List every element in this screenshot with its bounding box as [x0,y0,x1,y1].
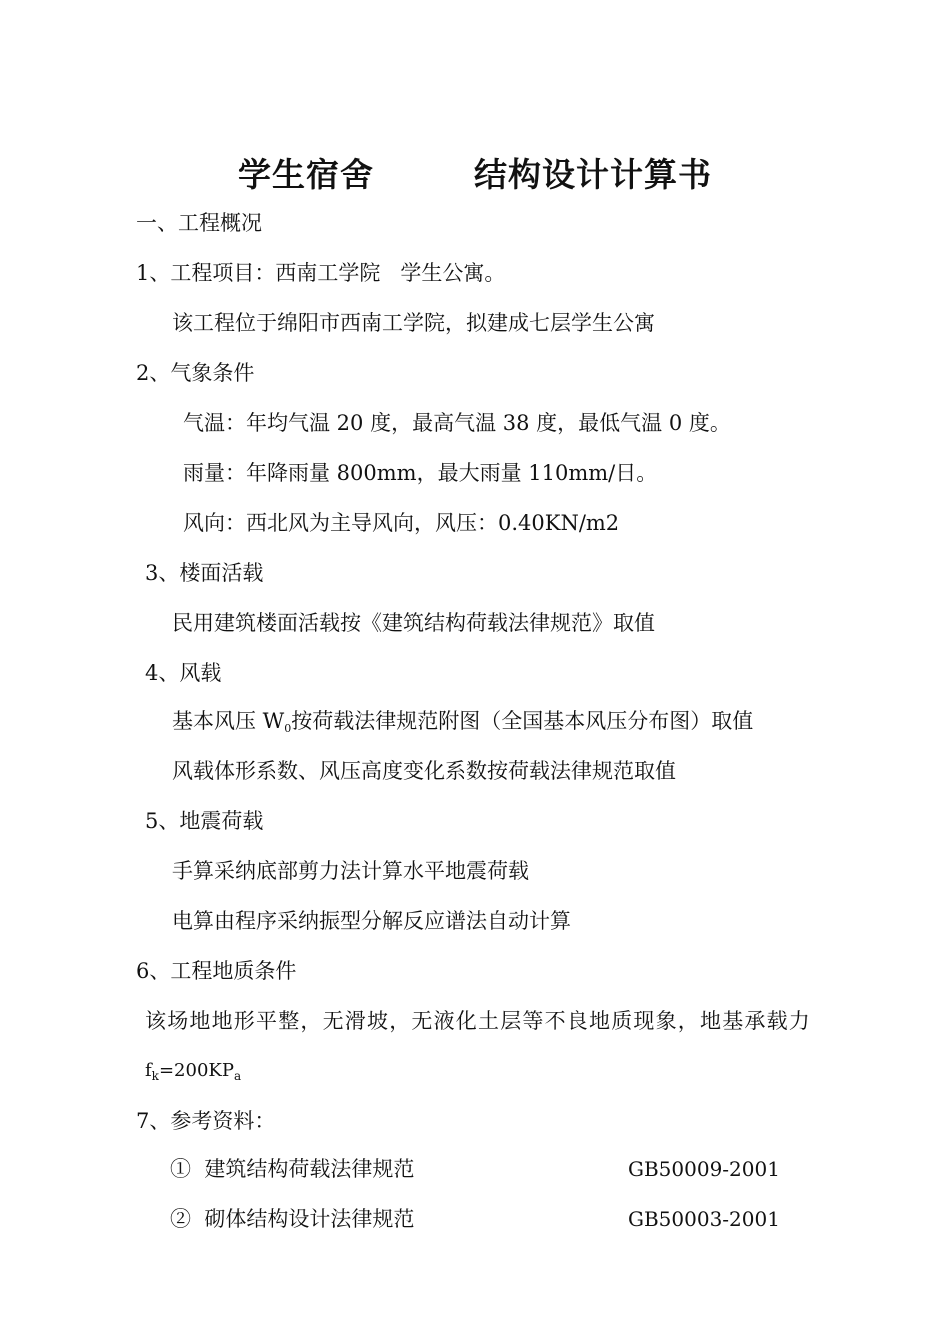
reference-name: ① 建筑结构荷载法律规范 [170,1157,415,1181]
item5-description-1: 手算采纳底部剪力法计算水平地震荷载 [172,859,529,883]
item4-description-2: 风载体形系数、风压高度变化系数按荷载法律规范取值 [172,759,676,783]
item1-description: 该工程位于绵阳市西南工学院，拟建成七层学生公寓 [172,311,655,335]
document-title: 学生宿舍 结构设计计算书 [238,155,712,194]
item4-wind-load-heading: 4、风载 [145,661,222,685]
item6-bearing-capacity [145,1056,241,1091]
section-overview-heading: 一、工程概况 [136,211,262,235]
reference-code: GB50003-2001 [628,1207,780,1231]
item6-fk-subscript: k [151,1069,159,1083]
item4-desc1-post: 按荷载法律规范附图（全国基本风压分布图）取值 [291,709,754,733]
item6-description: 该场地地形平整，无滑坡，无液化土层等不良地质现象，地基承载力 [145,1009,811,1033]
item6-geology-heading: 6、工程地质条件 [136,959,297,983]
item6-fk-value: =200KP [158,1060,234,1081]
item2-rainfall: 雨量：年降雨量 800mm，最大雨量 110mm/日。 [183,461,658,485]
item4-description-1 [172,706,753,744]
item3-floor-load-heading: 3、楼面活载 [145,561,264,585]
reference-name: ② 砌体结构设计法律规范 [170,1207,415,1231]
item4-desc1-pre: 基本风压 W [172,709,285,733]
item2-wind: 风向：西北风为主导风向，风压：0.40KN/m2 [183,511,620,535]
item5-description-2: 电算由程序采纳振型分解反应谱法自动计算 [172,909,571,933]
item4-desc1-subscript: 0 [284,722,292,735]
item6-fk-pre: f [145,1060,152,1081]
item5-seismic-heading: 5、地震荷载 [145,809,264,833]
item6-fk-subscript-2: a [233,1069,242,1083]
item2-weather-heading: 2、气象条件 [136,361,255,385]
item1-project: 1、工程项目：西南工学院 学生公寓。 [136,261,506,285]
item3-description: 民用建筑楼面活载按《建筑结构荷载法律规范》取值 [172,611,655,635]
item2-temperature: 气温：年均气温 20 度，最高气温 38 度，最低气温 0 度。 [183,411,731,435]
reference-code: GB50009-2001 [628,1157,780,1181]
item7-references-heading: 7、参考资料： [136,1109,276,1133]
